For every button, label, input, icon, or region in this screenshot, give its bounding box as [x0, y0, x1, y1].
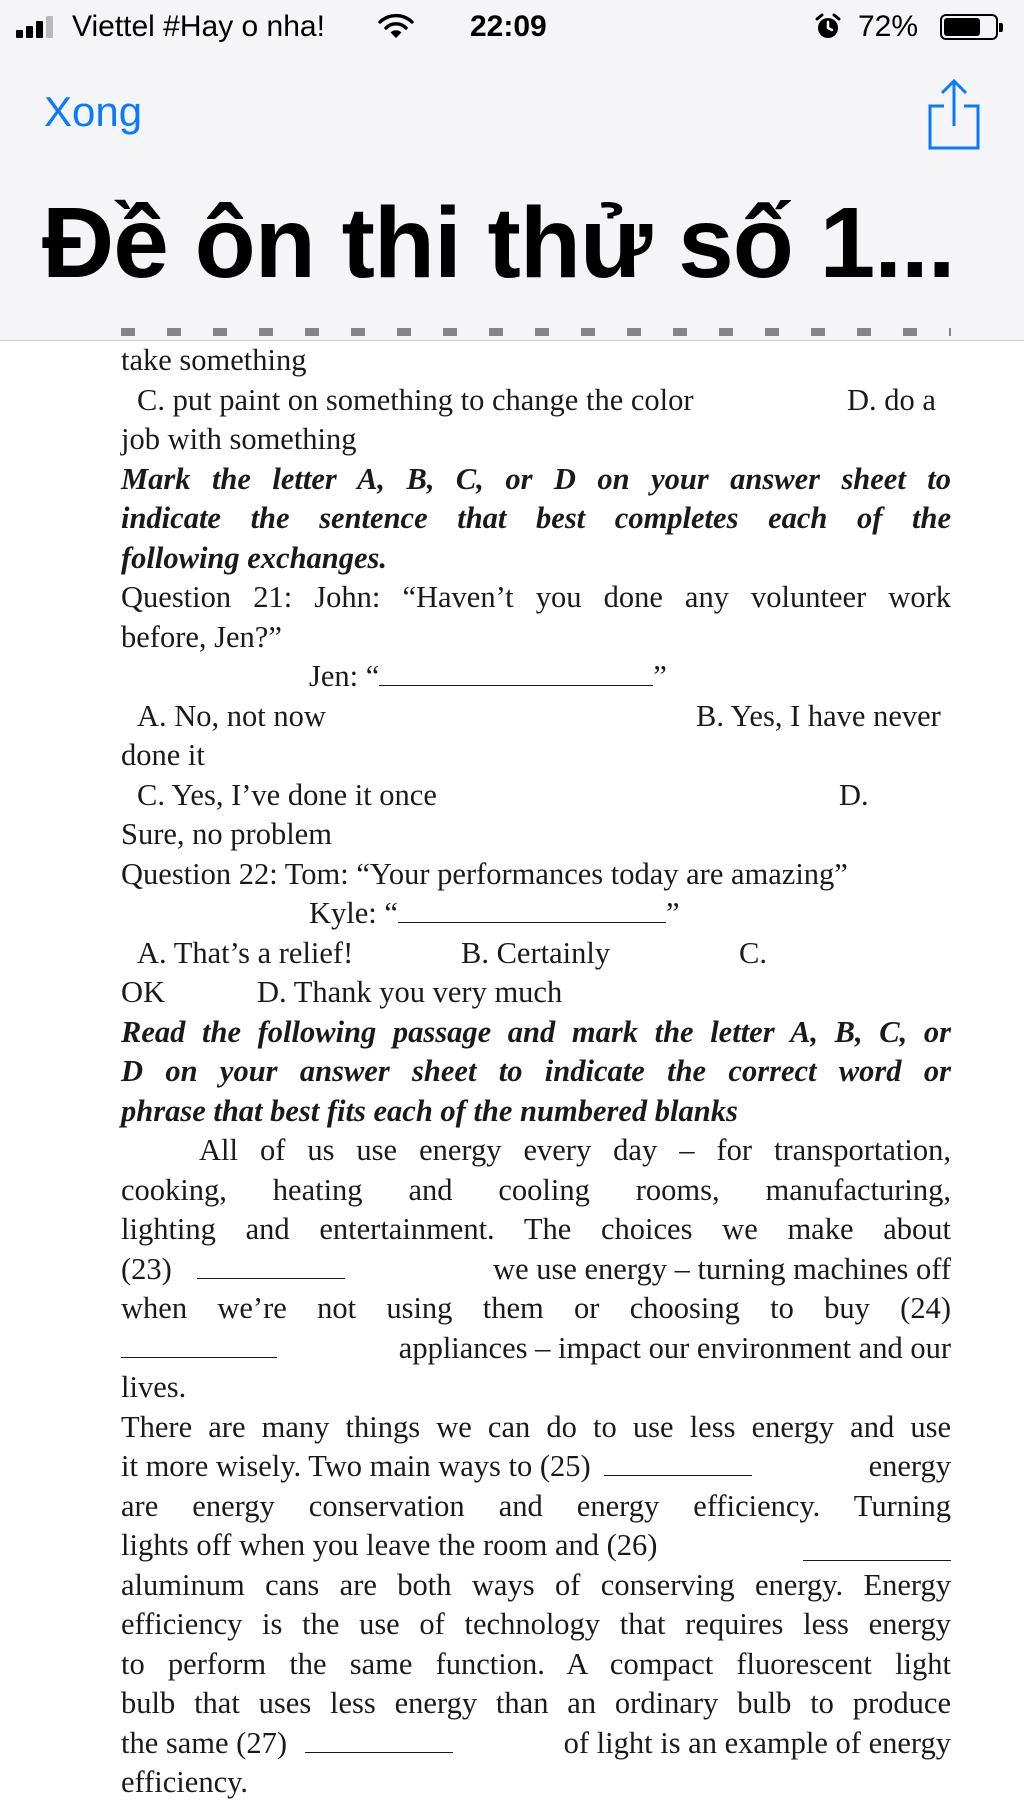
q21-options-ab — [121, 697, 951, 737]
passage-p2-line-2-text: it more wisely. Two main ways to (25) — [121, 1449, 591, 1483]
passage-p1-line-2: cooking, heating and cooling rooms, manufacturing, — [121, 1172, 951, 1207]
blank-26 — [803, 1532, 951, 1561]
passage-p2-line-5: aluminum cans are both ways of conserving energy. Energy — [121, 1567, 951, 1602]
instruction-1-line-3: following exchanges. — [121, 540, 388, 575]
blank-25 — [604, 1447, 752, 1476]
q22-option-a: A. That’s a relief! — [137, 935, 354, 970]
battery-icon — [940, 14, 998, 40]
instruction-2-line-3: phrase that best fits each of the numbered blanks — [121, 1093, 738, 1128]
q21-option-c: C. Yes, I’ve done it once — [137, 777, 437, 812]
passage-p2-line-1: There are many things we can do to use less energy and use — [121, 1409, 951, 1444]
blank-23 — [197, 1250, 345, 1279]
q20-option-b-continued: take something — [121, 343, 307, 377]
q20-option-d-continued: job with something — [121, 422, 357, 456]
q22-options-abc — [121, 934, 951, 974]
passage-p2-line-9-end: of light is an example of energy — [563, 1725, 951, 1760]
wifi-icon — [378, 12, 414, 45]
document-page[interactable] — [121, 341, 951, 1803]
passage-p1-line-3: lighting and entertainment. The choices we make about — [121, 1212, 951, 1246]
q22-reply-close: ” — [665, 896, 680, 930]
q22-reply — [121, 894, 951, 934]
q21-options-cd — [121, 776, 951, 816]
passage-p2-line-4 — [121, 1526, 951, 1566]
q22-reply-open: Kyle: “ — [309, 896, 398, 930]
top-bar — [0, 0, 1024, 341]
blank-27 — [305, 1724, 453, 1753]
passage-p2-line-10: efficiency. — [121, 1765, 249, 1799]
passage-p1-line-4-text: we use energy – turning machines off — [493, 1251, 951, 1286]
blank-23-label: (23) — [121, 1251, 172, 1286]
q22-option-c-continued: OK — [121, 975, 166, 1009]
passage-p1-line-6-text: appliances – impact our environment and our — [398, 1330, 951, 1365]
battery-fill — [944, 18, 980, 36]
passage-p1-line-6 — [121, 1329, 951, 1369]
passage-p2-line-7: to perform the same function. A compact fluorescent light — [121, 1646, 951, 1681]
q22-options-cd — [121, 973, 951, 1013]
passage-p2-line-8: bulb that uses less energy than an ordinary bulb to produce — [121, 1686, 951, 1720]
instruction-1-line-1: Mark the letter A, B, C, or D on your answer sheet to — [121, 461, 951, 496]
q20-option-d: D. do a — [847, 382, 936, 417]
q21-option-b: B. Yes, I have never — [696, 698, 941, 733]
passage-p1-line-1: All of us use energy every day – for transportation, — [199, 1133, 951, 1167]
q21-option-d: D. — [839, 777, 869, 812]
passage-p2-line-6: efficiency is the use of technology that requires less energy — [121, 1607, 951, 1641]
share-icon[interactable] — [926, 76, 982, 152]
instruction-1-line-2: indicate the sentence that best completes each of the — [121, 501, 951, 535]
q20-option-c: C. put paint on something to change the color — [137, 382, 694, 417]
passage-p1-line-7: lives. — [121, 1370, 187, 1404]
done-button[interactable]: Xong — [44, 88, 143, 135]
alarm-icon — [814, 13, 842, 46]
q22-answer-blank — [398, 894, 666, 923]
q22-prompt: Question 22: Tom: “Your performances today are amazing” — [121, 856, 848, 891]
passage-p2-line-3: are energy conservation and energy efficiency. Turning — [121, 1488, 951, 1523]
passage-p2-line-9-text: the same (27) — [121, 1725, 287, 1760]
blank-24 — [121, 1329, 277, 1358]
q21-option-a: A. No, not now — [137, 698, 326, 733]
q22-option-c: C. — [739, 935, 767, 970]
status-time: 22:09 — [470, 10, 547, 43]
document-title: Đề ôn thi thử số 1... — [42, 187, 955, 299]
passage-p2-line-9 — [121, 1724, 951, 1764]
q21-reply — [121, 657, 951, 697]
passage-p1-line-5: when we’re not using them or choosing to buy (24) — [121, 1291, 951, 1325]
q22-option-d: D. Thank you very much — [257, 975, 563, 1009]
q21-reply-open: Jen: “ — [309, 659, 380, 693]
passage-p2-line-4-text: lights off when you leave the room and (26) — [121, 1528, 658, 1562]
q21-option-b-continued: done it — [121, 738, 205, 772]
instruction-2-line-1: Read the following passage and mark the letter A, B, C, or — [121, 1014, 951, 1049]
q21-answer-blank — [379, 657, 653, 686]
carrier-name: Viettel #Hay o nha! — [72, 10, 325, 43]
cut-off-text-line — [121, 328, 951, 336]
passage-p2-line-2-end: energy — [868, 1449, 951, 1483]
passage-p1-line-4 — [121, 1250, 951, 1290]
q20-options-cd — [121, 381, 951, 421]
q21-prompt-line-1: Question 21: John: “Haven’t you done any volunteer work — [121, 580, 951, 614]
passage-p2-line-2 — [121, 1447, 951, 1487]
q21-reply-close: ” — [653, 659, 667, 693]
battery-percent: 72% — [858, 10, 919, 43]
signal-icon — [16, 16, 53, 38]
q22-option-b: B. Certainly — [461, 935, 611, 970]
status-bar — [0, 0, 1024, 56]
q21-option-d-continued: Sure, no problem — [121, 817, 332, 851]
instruction-2-line-2: D on your answer sheet to indicate the correct word or — [121, 1054, 951, 1088]
q21-prompt-line-2: before, Jen?” — [121, 619, 282, 654]
